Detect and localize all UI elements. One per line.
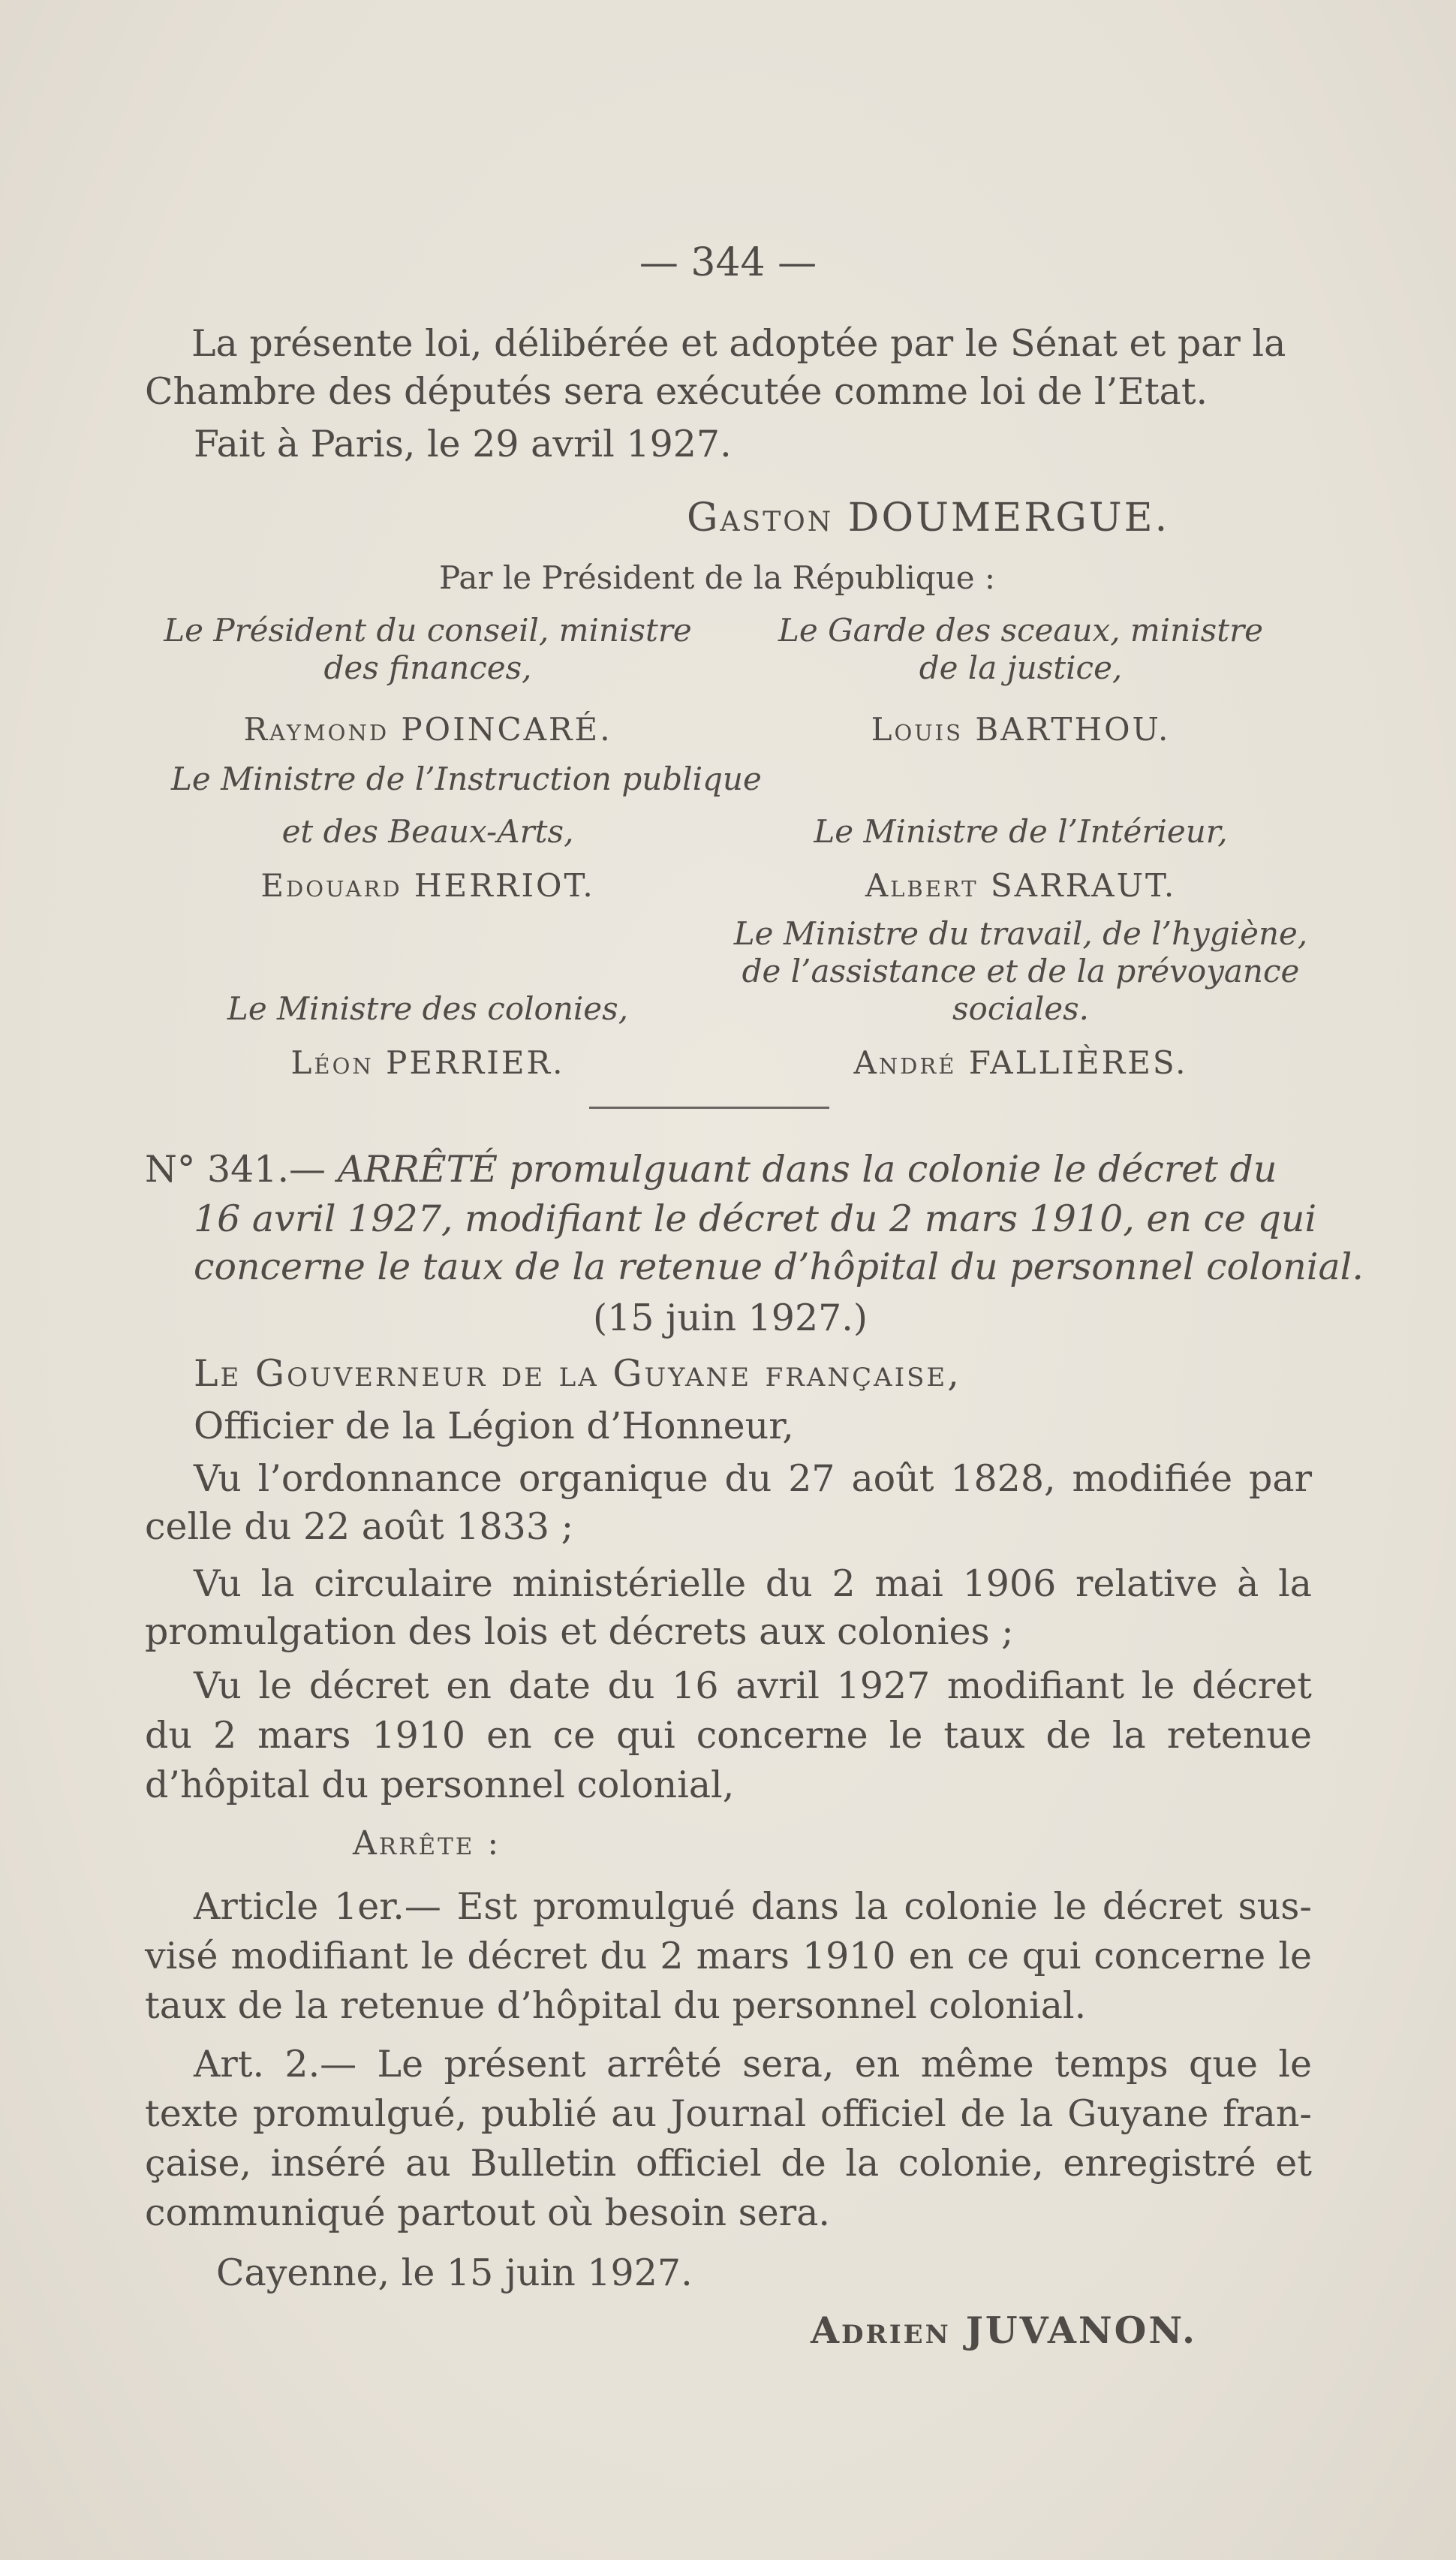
governor-line (194, 1350, 961, 1398)
decree-title-line: 16 avril 1927, modifiant le décret du 2 mars 1910, en ce qui (194, 1197, 1317, 1240)
signatory-name: Albert SARRAUT. (865, 867, 1177, 904)
article-line: texte promulgué, publié au Journal officiel de la Guyane fran- (145, 2092, 1312, 2135)
vu-line: Vu l’ordonnance organique du 27 août 1828, modifiée par (194, 1457, 1312, 1500)
decree-number: N° 341.— (145, 1148, 326, 1191)
signatory-title: Le Président du conseil, ministre (164, 612, 692, 649)
decree-title-line (145, 1146, 1316, 1194)
signatory-title: et des Beaux-Arts, (281, 813, 574, 850)
vu-line: Vu la circulaire ministérielle du 2 mai 1906 relative à la (194, 1562, 1312, 1605)
governor-title: Le Gouverneur de la Guyane française, (194, 1352, 961, 1395)
signatory-name: Edouard HERRIOT. (260, 867, 595, 904)
article-line: taux de la retenue d’hôpital du personnel colonial. (145, 1984, 1087, 2027)
by-president-line: Par le Président de la République : (439, 559, 996, 596)
signatory-name: André FALLIÈRES. (853, 1044, 1188, 1081)
law-date-line: Fait à Paris, le 29 avril 1927. (194, 423, 732, 465)
signatory-title: de l’assistance et de la prévoyance (742, 953, 1300, 989)
page-number: — 344 — (639, 240, 817, 285)
signatory-name: Raymond POINCARÉ. (243, 711, 612, 748)
signatory-title: de la justice, (919, 649, 1123, 686)
law-paragraph-line: Chambre des députés sera exécutée comme loi de l’Etat. (145, 370, 1208, 413)
governor-line: Officier de la Légion d’Honneur, (194, 1405, 794, 1447)
place-date: Cayenne, le 15 juin 1927. (216, 2251, 693, 2294)
vu-line: promulgation des lois et décrets aux colonies ; (145, 1610, 1014, 1653)
signatory-title: Le Garde des sceaux, ministre (778, 612, 1264, 649)
governor-signature: Adrien JUVANON. (811, 2309, 1198, 2352)
signatory-title: Le Ministre des colonies, (227, 990, 629, 1027)
article-line: visé modifiant le décret du 2 mars 1910 en ce qui concerne le (145, 1935, 1312, 1977)
signatory-title: sociales. (952, 990, 1090, 1027)
signatory-name: Léon PERRIER. (290, 1044, 565, 1081)
signatory-title: Le Ministre de l’Intérieur, (814, 813, 1228, 850)
signatory-title: des finances, (323, 649, 532, 686)
article-line: communiqué partout où besoin sera. (145, 2191, 830, 2234)
vu-line: celle du 22 août 1833 ; (145, 1505, 574, 1548)
arrete-heading: Arrête : (353, 1824, 501, 1863)
decree-title-text: ARRÊTÉ promulguant dans la colonie le décret du (337, 1148, 1277, 1191)
law-paragraph-line: La présente loi, délibérée et adoptée par le Sénat et par la (191, 322, 1286, 365)
decree-title-line: concerne le taux de la retenue d’hôpital du personnel colonial. (194, 1245, 1364, 1288)
article-line: Art. 2.— Le présent arrêté sera, en même temps que le (194, 2043, 1312, 2086)
signatory-title: Le Ministre du travail, de l’hygiène, (733, 915, 1308, 952)
signatory-name: Louis BARTHOU. (871, 711, 1171, 748)
article-line: Article 1er.— Est promulgué dans la colonie le décret sus- (194, 1885, 1312, 1928)
signatory-title: Le Ministre de l’Instruction publique (171, 760, 762, 797)
president-signature: Gaston DOUMERGUE. (687, 495, 1170, 541)
vu-line: du 2 mars 1910 en ce qui concerne le taux de la retenue (145, 1714, 1312, 1757)
vu-line: d’hôpital du personnel colonial, (145, 1763, 735, 1806)
vu-line: Vu le décret en date du 16 avril 1927 modifiant le décret (194, 1664, 1312, 1707)
decree-date: (15 juin 1927.) (593, 1297, 868, 1339)
section-divider (589, 1107, 829, 1109)
article-line: çaise, inséré au Bulletin officiel de la colonie, enregistré et (145, 2142, 1312, 2185)
